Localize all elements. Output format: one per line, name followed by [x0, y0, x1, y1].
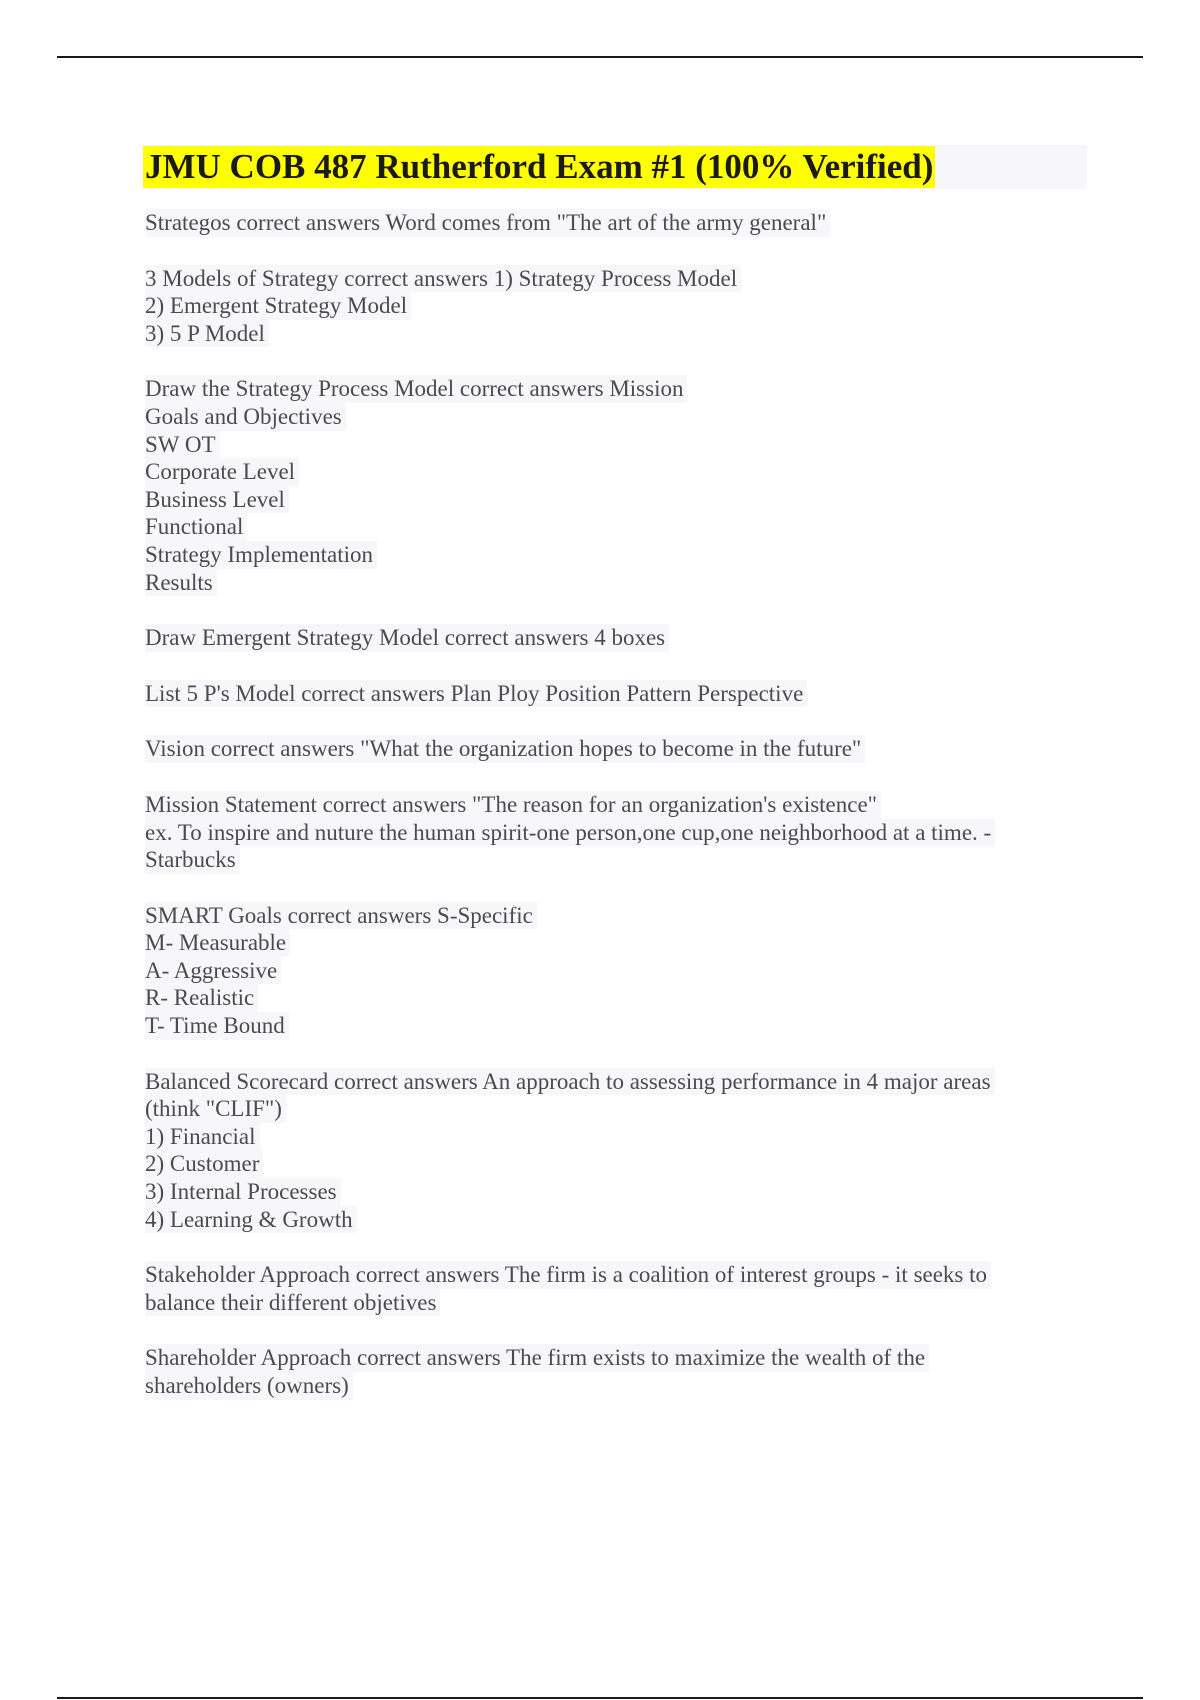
qa-entry [145, 735, 1085, 763]
entry-term-line: Vision correct answers "What the organization hopes to become in the future" [145, 735, 865, 763]
qa-entry [145, 1344, 1085, 1399]
qa-entry [145, 902, 1085, 1040]
entry-term-line: SMART Goals correct answers S-Specific [145, 902, 537, 930]
title-band [143, 145, 1087, 189]
entry-term-line: 3 Models of Strategy correct answers 1) Strategy Process Model [145, 265, 741, 293]
entry-answer-line: 1) Financial [145, 1123, 260, 1151]
qa-entry [145, 680, 1085, 708]
qa-entry [145, 1068, 1085, 1234]
entry-answer-line: Goals and Objectives [145, 403, 346, 431]
entry-answer-line: (think "CLIF") [145, 1095, 286, 1123]
entry-answer-line: Corporate Level [145, 458, 299, 486]
entry-term-line: List 5 P's Model correct answers Plan Ploy Position Pattern Perspective [145, 680, 807, 708]
entry-answer-line: Business Level [145, 486, 289, 514]
qa-entry [145, 375, 1085, 596]
entry-term-line: Strategos correct answers Word comes from "The art of the army general" [145, 209, 830, 237]
entry-answer-line: Starbucks [145, 846, 240, 874]
entry-answer-line: M- Measurable [145, 929, 290, 957]
document-body [145, 145, 1085, 1428]
entry-answer-line: T- Time Bound [145, 1012, 289, 1040]
entry-answer-line: 3) 5 P Model [145, 320, 269, 348]
entry-term-line: Balanced Scorecard correct answers An approach to assessing performance in 4 major areas [145, 1068, 995, 1096]
qa-entry [145, 209, 1085, 237]
entry-answer-line: 2) Customer [145, 1150, 263, 1178]
entry-answer-line: Functional [145, 513, 247, 541]
qa-entry [145, 265, 1085, 348]
entry-answer-line: A- Aggressive [145, 957, 281, 985]
qa-entry [145, 624, 1085, 652]
entry-answer-line: 2) Emergent Strategy Model [145, 292, 411, 320]
entry-answer-line: 4) Learning & Growth [145, 1206, 357, 1234]
qa-entries [145, 209, 1085, 1400]
bottom-rule [57, 1697, 1143, 1699]
entry-answer-line: ex. To inspire and nuture the human spirit-one person,one cup,one neighborhood at a time. - [145, 819, 995, 847]
entry-answer-line: Results [145, 569, 217, 597]
entry-term-line: Stakeholder Approach correct answers The firm is a coalition of interest groups - it seeks to [145, 1261, 991, 1289]
entry-term-line: Shareholder Approach correct answers The firm exists to maximize the wealth of the [145, 1344, 929, 1372]
entry-term-line: Draw the Strategy Process Model correct answers Mission [145, 375, 687, 403]
qa-entry [145, 791, 1085, 874]
entry-answer-line: SW OT [145, 431, 220, 459]
entry-answer-line: Strategy Implementation [145, 541, 377, 569]
entry-term-line: Draw Emergent Strategy Model correct answers 4 boxes [145, 624, 669, 652]
entry-answer-line: R- Realistic [145, 984, 258, 1012]
qa-entry [145, 1261, 1085, 1316]
entry-answer-line: 3) Internal Processes [145, 1178, 341, 1206]
entry-term-line: Mission Statement correct answers "The reason for an organization's existence" [145, 791, 881, 819]
document-title: JMU COB 487 Rutherford Exam #1 (100% Verified) [145, 147, 934, 186]
top-rule [57, 56, 1143, 58]
entry-answer-line: balance their different objetives [145, 1289, 440, 1317]
entry-answer-line: shareholders (owners) [145, 1372, 353, 1400]
